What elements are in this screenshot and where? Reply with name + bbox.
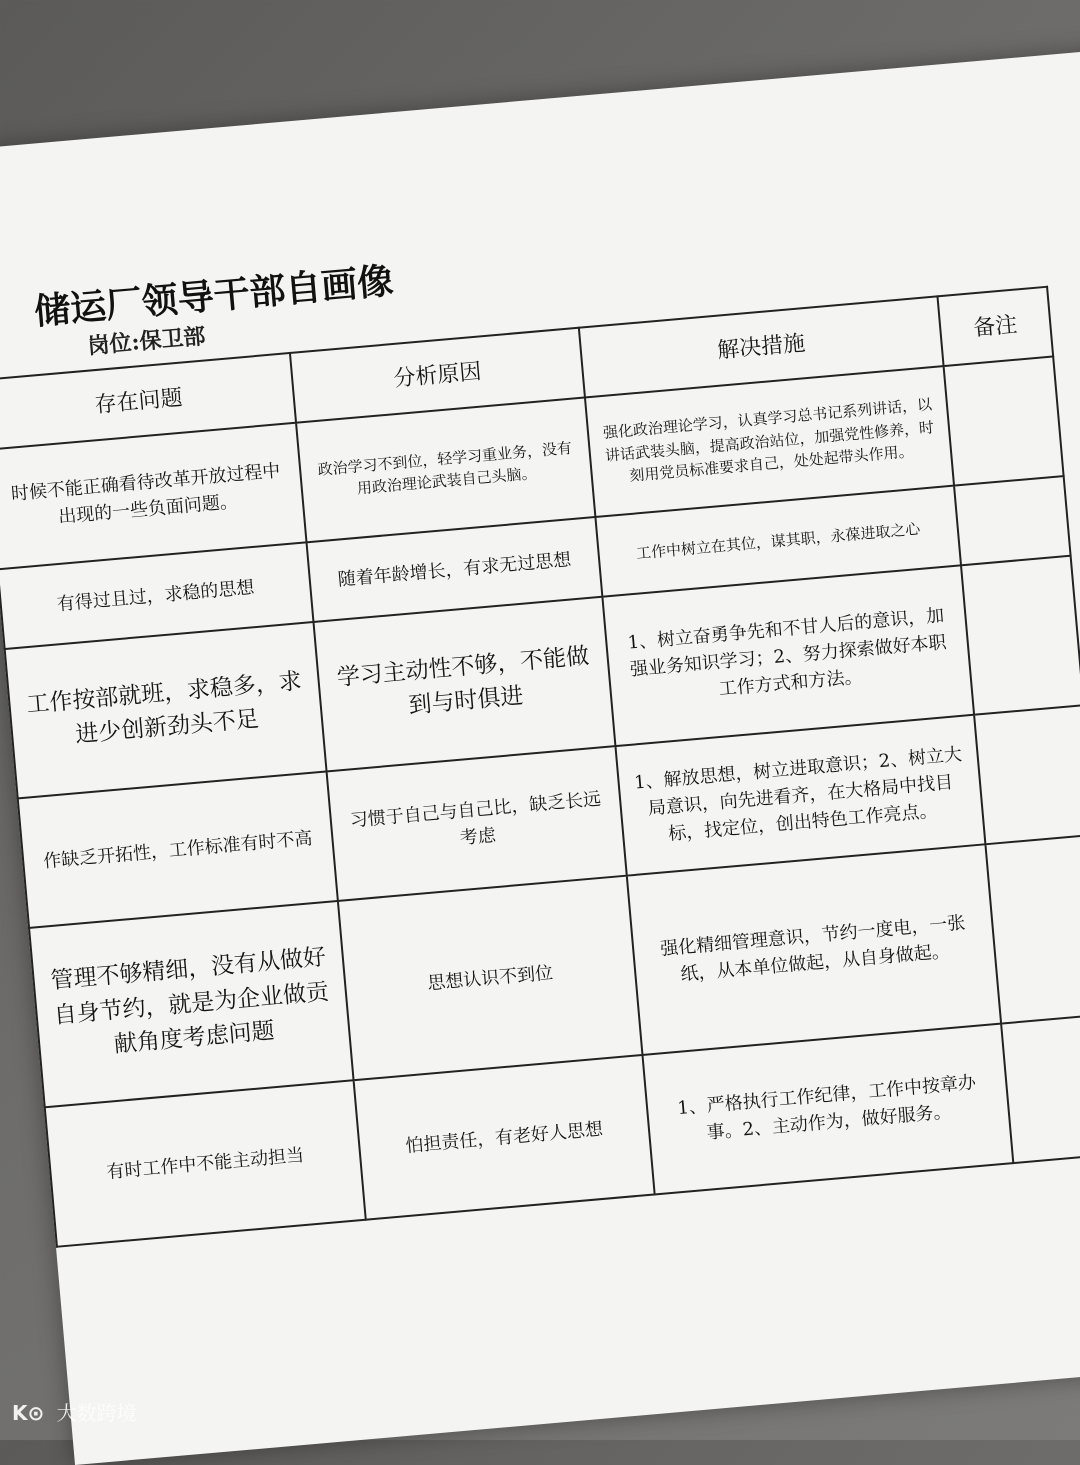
reason-cell: 随着年龄增长，有求无过思想 [307,517,603,622]
problem-cell: 管理不够精细，没有从做好自身节约，就是为企业做贡献角度考虑问题 [29,901,354,1107]
header-remark: 备注 [937,287,1053,366]
document-sheet [0,47,1080,1465]
problem-cell: 有得过且过，求稳的思想 [0,542,313,649]
remark-cell [1001,1014,1080,1163]
watermark-logo: K⊙ [12,1401,45,1425]
remark-cell [961,556,1080,715]
problem-cell: 有时工作中不能主动担当 [45,1080,366,1246]
remark-cell [974,705,1080,844]
reason-cell: 政治学习不到位，轻学习重业务，没有用政治理论武装自己头脑。 [296,397,595,542]
remark-cell [985,835,1080,1024]
header-reason: 分析原因 [290,328,585,423]
watermark-text: 大数跨境 [56,1401,137,1425]
header-measure: 解决措施 [579,296,944,397]
measure-cell: 强化政治理论学习，认真学习总书记系列讲话，以讲话武装头脑，提高政治站位，加强党性修养，时刻用党员标准要求自己，处处起带头作用。 [585,366,954,517]
reason-cell: 怕担责任，有老好人思想 [354,1055,655,1220]
reason-cell: 习惯于自己与自己比，缺乏长远考虑 [327,746,627,901]
self-portrait-table [0,286,1080,1248]
measure-cell: 强化精细管理意识，节约一度电，一张纸，从本单位做起，从自身做起。 [627,844,1001,1055]
reason-cell: 思想认识不到位 [338,876,643,1081]
reason-cell: 学习主动性不够，不能做到与时俱进 [313,597,615,772]
problem-cell: 时候不能正确看待改革开放过程中出现的一些负面问题。 [0,423,307,570]
measure-cell: 1、解放思想，树立进取意识；2、树立大局意识，向先进看齐，在大格局中找目标，找定位，创出特色工作亮点。 [615,715,985,876]
remark-cell [954,476,1071,565]
watermark [12,1397,137,1426]
position-label: 岗位:保卫部 [86,323,207,360]
measure-cell: 1、树立奋勇争先和不甘人后的意识，加强业务知识学习；2、努力探索做好本职工作方式和方法。 [602,565,974,746]
measure-cell: 1、严格执行工作纪律，工作中按章办事。2、主动作为，做好服务。 [642,1024,1013,1195]
remark-cell [944,357,1064,486]
header-problem: 存在问题 [0,353,296,450]
document-title: 储运厂领导干部自画像 [32,259,395,334]
problem-cell: 工作按部就班，求稳多，求进少创新劲头不足 [5,622,327,798]
problem-cell: 作缺乏开拓性，工作标准有时不高 [18,771,338,928]
measure-cell: 工作中树立在其位，谋其职，永葆进取之心 [595,486,961,597]
